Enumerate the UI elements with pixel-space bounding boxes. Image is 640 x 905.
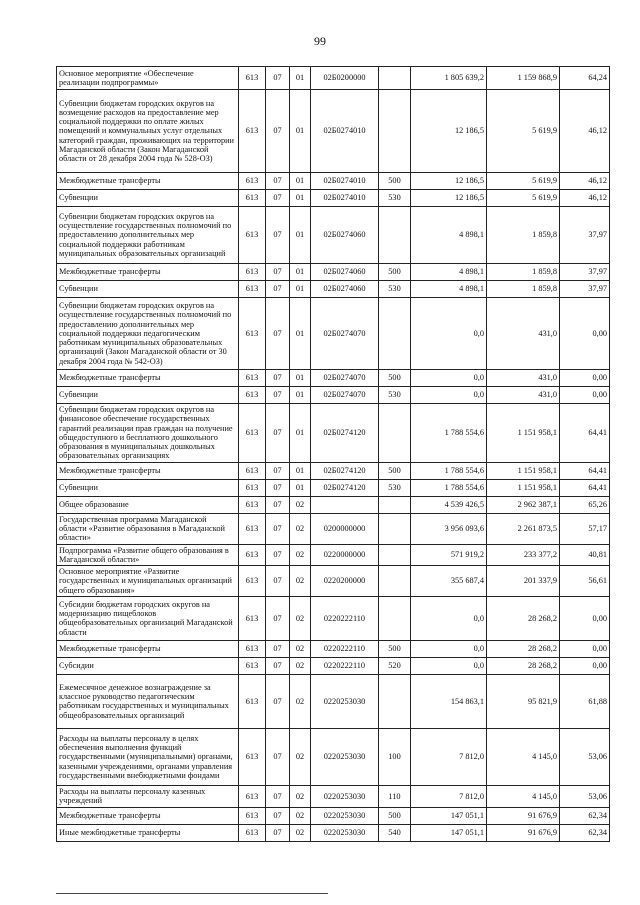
cell-pr: 01 bbox=[290, 190, 311, 207]
cell-fact: 28 268,2 bbox=[487, 596, 560, 640]
cell-pct: 46,12 bbox=[560, 190, 610, 207]
cell-fact: 1 859,8 bbox=[487, 281, 560, 298]
cell-fact: 1 859,8 bbox=[487, 264, 560, 281]
cell-fact: 1 159 868,9 bbox=[487, 67, 560, 90]
cell-pct: 64,41 bbox=[560, 479, 610, 496]
table-row bbox=[57, 824, 610, 841]
cell-fact: 28 268,2 bbox=[487, 640, 560, 657]
cell-fact: 431,0 bbox=[487, 298, 560, 370]
cell-rz: 07 bbox=[266, 513, 290, 544]
cell-name: Субвенции бюджетам городских округов на осуществление государственных полномочий по предоставлению дополнительных мер социальной поддержки работникам муниципальных образовательных организаций bbox=[57, 207, 239, 264]
cell-vr bbox=[379, 566, 411, 597]
cell-name: Расходы на выплаты персоналу казенных учреждений bbox=[57, 785, 239, 807]
cell-rz: 07 bbox=[266, 807, 290, 824]
table-row bbox=[57, 281, 610, 298]
cell-vr: 500 bbox=[379, 370, 411, 387]
cell-fact: 2 962 387,1 bbox=[487, 496, 560, 513]
cell-plan: 1 788 554,6 bbox=[411, 479, 487, 496]
cell-pct: 57,17 bbox=[560, 513, 610, 544]
cell-fact: 1 151 958,1 bbox=[487, 404, 560, 463]
cell-name: Субвенции bbox=[57, 387, 239, 404]
cell-vr: 540 bbox=[379, 824, 411, 841]
cell-vr bbox=[379, 298, 411, 370]
table-row bbox=[57, 640, 610, 657]
cell-ved: 613 bbox=[239, 298, 266, 370]
cell-rz: 07 bbox=[266, 728, 290, 785]
cell-pct: 46,12 bbox=[560, 90, 610, 173]
cell-csr: 02Б0274070 bbox=[311, 387, 379, 404]
page-number: 99 bbox=[314, 34, 326, 48]
cell-pct: 62,34 bbox=[560, 824, 610, 841]
cell-fact: 5 619,9 bbox=[487, 173, 560, 190]
cell-pr: 01 bbox=[290, 370, 311, 387]
cell-csr: 0200000000 bbox=[311, 513, 379, 544]
cell-pr: 01 bbox=[290, 264, 311, 281]
table-row bbox=[57, 674, 610, 728]
cell-name: Общее образование bbox=[57, 496, 239, 513]
cell-csr: 02Б0274060 bbox=[311, 207, 379, 264]
cell-ved: 613 bbox=[239, 785, 266, 807]
cell-csr: 0220222110 bbox=[311, 640, 379, 657]
cell-csr: 02Б0274060 bbox=[311, 264, 379, 281]
table-row bbox=[57, 462, 610, 479]
cell-ved: 613 bbox=[239, 190, 266, 207]
cell-csr: 02Б0274120 bbox=[311, 462, 379, 479]
cell-ved: 613 bbox=[239, 173, 266, 190]
cell-name: Субвенции бюджетам городских округов на финансовое обеспечение государственных гарантий реализации прав граждан на получение общедоступного и бесплатного дошкольного образования в муниципальных дошкольных образовательных организациях bbox=[57, 404, 239, 463]
cell-fact: 4 145,0 bbox=[487, 728, 560, 785]
cell-vr bbox=[379, 207, 411, 264]
cell-csr: 02Б0274010 bbox=[311, 90, 379, 173]
cell-pr: 02 bbox=[290, 640, 311, 657]
table-row bbox=[57, 544, 610, 566]
cell-rz: 07 bbox=[266, 479, 290, 496]
cell-csr: 0220253030 bbox=[311, 728, 379, 785]
cell-vr bbox=[379, 513, 411, 544]
cell-pr: 01 bbox=[290, 173, 311, 190]
cell-fact: 91 676,9 bbox=[487, 807, 560, 824]
cell-fact: 1 151 958,1 bbox=[487, 479, 560, 496]
cell-pr: 01 bbox=[290, 67, 311, 90]
cell-pr: 02 bbox=[290, 513, 311, 544]
cell-plan: 4 539 426,5 bbox=[411, 496, 487, 513]
cell-ved: 613 bbox=[239, 264, 266, 281]
cell-ved: 613 bbox=[239, 387, 266, 404]
table-row bbox=[57, 90, 610, 173]
cell-fact: 431,0 bbox=[487, 387, 560, 404]
cell-pr: 02 bbox=[290, 596, 311, 640]
cell-ved: 613 bbox=[239, 90, 266, 173]
cell-plan: 1 788 554,6 bbox=[411, 404, 487, 463]
cell-rz: 07 bbox=[266, 370, 290, 387]
cell-pct: 62,34 bbox=[560, 807, 610, 824]
cell-vr: 500 bbox=[379, 462, 411, 479]
cell-pct: 53,06 bbox=[560, 728, 610, 785]
table-row bbox=[57, 298, 610, 370]
cell-csr: 0220222110 bbox=[311, 596, 379, 640]
cell-plan: 3 956 093,6 bbox=[411, 513, 487, 544]
cell-rz: 07 bbox=[266, 281, 290, 298]
cell-fact: 5 619,9 bbox=[487, 90, 560, 173]
cell-vr bbox=[379, 544, 411, 566]
cell-name: Межбюджетные трансферты bbox=[57, 264, 239, 281]
cell-csr: 02Б0274120 bbox=[311, 404, 379, 463]
cell-plan: 12 186,5 bbox=[411, 90, 487, 173]
cell-ved: 613 bbox=[239, 496, 266, 513]
table-row bbox=[57, 190, 610, 207]
cell-pr: 01 bbox=[290, 404, 311, 463]
footer-rule bbox=[56, 893, 328, 894]
cell-rz: 07 bbox=[266, 190, 290, 207]
cell-fact: 28 268,2 bbox=[487, 657, 560, 674]
cell-pr: 02 bbox=[290, 807, 311, 824]
cell-name: Иные межбюджетные трансферты bbox=[57, 824, 239, 841]
cell-csr: 0220253030 bbox=[311, 807, 379, 824]
cell-vr: 500 bbox=[379, 173, 411, 190]
cell-ved: 613 bbox=[239, 640, 266, 657]
cell-plan: 4 898,1 bbox=[411, 281, 487, 298]
table-row bbox=[57, 596, 610, 640]
cell-rz: 07 bbox=[266, 657, 290, 674]
cell-csr: 02Б0274070 bbox=[311, 370, 379, 387]
cell-csr: 02Б0274010 bbox=[311, 190, 379, 207]
cell-rz: 07 bbox=[266, 596, 290, 640]
cell-rz: 07 bbox=[266, 90, 290, 173]
table-row bbox=[57, 404, 610, 463]
cell-plan: 571 919,2 bbox=[411, 544, 487, 566]
cell-csr: 0220253030 bbox=[311, 785, 379, 807]
cell-name: Субвенции бюджетам городских округов на осуществление государственных полномочий по предоставлению дополнительных мер социальной поддержки педагогическим работникам муниципальных образовательных организаций (Закон Магаданской области от 30 декабря 2004 года № 542-ОЗ) bbox=[57, 298, 239, 370]
cell-rz: 07 bbox=[266, 67, 290, 90]
cell-vr: 530 bbox=[379, 387, 411, 404]
table-row bbox=[57, 785, 610, 807]
cell-vr: 500 bbox=[379, 264, 411, 281]
cell-ved: 613 bbox=[239, 207, 266, 264]
cell-rz: 07 bbox=[266, 298, 290, 370]
cell-csr: 02Б0274120 bbox=[311, 479, 379, 496]
cell-pct: 0,00 bbox=[560, 370, 610, 387]
cell-name: Межбюджетные трансферты bbox=[57, 807, 239, 824]
cell-rz: 07 bbox=[266, 496, 290, 513]
cell-vr bbox=[379, 596, 411, 640]
cell-pct: 0,00 bbox=[560, 387, 610, 404]
cell-csr bbox=[311, 496, 379, 513]
cell-plan: 0,0 bbox=[411, 640, 487, 657]
table-row bbox=[57, 387, 610, 404]
table-row bbox=[57, 657, 610, 674]
cell-name: Субвенции bbox=[57, 479, 239, 496]
cell-rz: 07 bbox=[266, 207, 290, 264]
cell-plan: 7 812,0 bbox=[411, 785, 487, 807]
cell-name: Межбюджетные трансферты bbox=[57, 370, 239, 387]
cell-plan: 154 863,1 bbox=[411, 674, 487, 728]
cell-vr: 530 bbox=[379, 190, 411, 207]
table-row bbox=[57, 566, 610, 597]
cell-vr bbox=[379, 404, 411, 463]
cell-plan: 12 186,5 bbox=[411, 173, 487, 190]
cell-pr: 02 bbox=[290, 496, 311, 513]
cell-vr bbox=[379, 674, 411, 728]
cell-pct: 0,00 bbox=[560, 640, 610, 657]
cell-pr: 02 bbox=[290, 785, 311, 807]
cell-plan: 0,0 bbox=[411, 596, 487, 640]
cell-ved: 613 bbox=[239, 513, 266, 544]
cell-fact: 201 337,9 bbox=[487, 566, 560, 597]
cell-plan: 147 051,1 bbox=[411, 807, 487, 824]
cell-fact: 233 377,2 bbox=[487, 544, 560, 566]
cell-plan: 12 186,5 bbox=[411, 190, 487, 207]
cell-pr: 02 bbox=[290, 674, 311, 728]
cell-csr: 02Б0200000 bbox=[311, 67, 379, 90]
cell-pct: 37,97 bbox=[560, 207, 610, 264]
cell-ved: 613 bbox=[239, 281, 266, 298]
cell-pr: 02 bbox=[290, 728, 311, 785]
cell-pr: 02 bbox=[290, 824, 311, 841]
cell-pr: 01 bbox=[290, 298, 311, 370]
cell-vr: 500 bbox=[379, 807, 411, 824]
cell-csr: 0220253030 bbox=[311, 824, 379, 841]
cell-rz: 07 bbox=[266, 566, 290, 597]
cell-pct: 61,88 bbox=[560, 674, 610, 728]
cell-name: Межбюджетные трансферты bbox=[57, 640, 239, 657]
cell-fact: 95 821,9 bbox=[487, 674, 560, 728]
cell-csr: 02Б0274010 bbox=[311, 173, 379, 190]
cell-pct: 46,12 bbox=[560, 173, 610, 190]
table-row bbox=[57, 207, 610, 264]
cell-pr: 01 bbox=[290, 462, 311, 479]
cell-rz: 07 bbox=[266, 544, 290, 566]
cell-plan: 1 805 639,2 bbox=[411, 67, 487, 90]
cell-rz: 07 bbox=[266, 404, 290, 463]
table-row bbox=[57, 370, 610, 387]
cell-name: Межбюджетные трансферты bbox=[57, 462, 239, 479]
table-row bbox=[57, 67, 610, 90]
cell-pct: 37,97 bbox=[560, 264, 610, 281]
cell-name: Субсидии бюджетам городских округов на модернизацию пищеблоков общеобразовательных организаций Магаданской области bbox=[57, 596, 239, 640]
cell-fact: 4 145,0 bbox=[487, 785, 560, 807]
budget-table bbox=[56, 66, 610, 842]
cell-plan: 147 051,1 bbox=[411, 824, 487, 841]
cell-plan: 1 788 554,6 bbox=[411, 462, 487, 479]
cell-fact: 5 619,9 bbox=[487, 190, 560, 207]
cell-name: Подпрограмма «Развитие общего образования в Магаданской области» bbox=[57, 544, 239, 566]
cell-ved: 613 bbox=[239, 596, 266, 640]
cell-pr: 01 bbox=[290, 207, 311, 264]
table-row bbox=[57, 513, 610, 544]
cell-fact: 431,0 bbox=[487, 370, 560, 387]
cell-rz: 07 bbox=[266, 173, 290, 190]
cell-ved: 613 bbox=[239, 566, 266, 597]
cell-vr: 110 bbox=[379, 785, 411, 807]
table-row bbox=[57, 173, 610, 190]
cell-pct: 56,61 bbox=[560, 566, 610, 597]
cell-name: Субвенции bbox=[57, 281, 239, 298]
cell-pct: 64,41 bbox=[560, 462, 610, 479]
cell-fact: 2 261 873,5 bbox=[487, 513, 560, 544]
cell-csr: 02Б0274070 bbox=[311, 298, 379, 370]
cell-pr: 01 bbox=[290, 281, 311, 298]
cell-ved: 613 bbox=[239, 824, 266, 841]
cell-pr: 02 bbox=[290, 566, 311, 597]
cell-pr: 02 bbox=[290, 657, 311, 674]
cell-ved: 613 bbox=[239, 67, 266, 90]
cell-name: Государственная программа Магаданской области «Развитие образования в Магаданской области» bbox=[57, 513, 239, 544]
cell-pr: 01 bbox=[290, 387, 311, 404]
cell-name: Межбюджетные трансферты bbox=[57, 173, 239, 190]
cell-rz: 07 bbox=[266, 674, 290, 728]
cell-rz: 07 bbox=[266, 824, 290, 841]
cell-ved: 613 bbox=[239, 807, 266, 824]
cell-name: Субвенции бюджетам городских округов на возмещение расходов на предоставление мер социальной поддержки по оплате жилых помещений и коммунальных услуг отдельных категорий граждан, проживающих на территории Магаданской области (Закон Магаданской области от 28 декабря 2004 года № 528-ОЗ) bbox=[57, 90, 239, 173]
cell-plan: 0,0 bbox=[411, 657, 487, 674]
cell-ved: 613 bbox=[239, 404, 266, 463]
cell-name: Субвенции bbox=[57, 190, 239, 207]
cell-ved: 613 bbox=[239, 479, 266, 496]
cell-name: Субсидии bbox=[57, 657, 239, 674]
cell-vr: 100 bbox=[379, 728, 411, 785]
cell-rz: 07 bbox=[266, 264, 290, 281]
cell-pct: 53,06 bbox=[560, 785, 610, 807]
cell-rz: 07 bbox=[266, 640, 290, 657]
cell-vr: 520 bbox=[379, 657, 411, 674]
cell-pct: 0,00 bbox=[560, 298, 610, 370]
cell-plan: 4 898,1 bbox=[411, 207, 487, 264]
cell-plan: 0,0 bbox=[411, 298, 487, 370]
cell-vr: 530 bbox=[379, 479, 411, 496]
cell-pct: 0,00 bbox=[560, 596, 610, 640]
cell-csr: 0220253030 bbox=[311, 674, 379, 728]
table-row bbox=[57, 807, 610, 824]
cell-ved: 613 bbox=[239, 370, 266, 387]
cell-pct: 64,41 bbox=[560, 404, 610, 463]
cell-ved: 613 bbox=[239, 728, 266, 785]
cell-ved: 613 bbox=[239, 657, 266, 674]
cell-pct: 0,00 bbox=[560, 657, 610, 674]
cell-fact: 91 676,9 bbox=[487, 824, 560, 841]
table-row bbox=[57, 496, 610, 513]
cell-csr: 0220000000 bbox=[311, 544, 379, 566]
cell-vr: 500 bbox=[379, 640, 411, 657]
cell-vr bbox=[379, 496, 411, 513]
cell-pct: 65,26 bbox=[560, 496, 610, 513]
cell-vr bbox=[379, 90, 411, 173]
table-row bbox=[57, 728, 610, 785]
cell-ved: 613 bbox=[239, 674, 266, 728]
cell-fact: 1 151 958,1 bbox=[487, 462, 560, 479]
cell-csr: 0220200000 bbox=[311, 566, 379, 597]
cell-rz: 07 bbox=[266, 785, 290, 807]
cell-ved: 613 bbox=[239, 462, 266, 479]
cell-fact: 1 859,8 bbox=[487, 207, 560, 264]
cell-name: Основное мероприятие «Развитие государственных и муниципальных организаций общего образования» bbox=[57, 566, 239, 597]
cell-name: Расходы на выплаты персоналу в целях обеспечения выполнения функций государственными (муниципальными) органами, казенными учреждениями, органами управления государственными внебюджетными фондами bbox=[57, 728, 239, 785]
cell-ved: 613 bbox=[239, 544, 266, 566]
cell-rz: 07 bbox=[266, 387, 290, 404]
cell-pct: 40,81 bbox=[560, 544, 610, 566]
cell-vr: 530 bbox=[379, 281, 411, 298]
cell-pct: 64,24 bbox=[560, 67, 610, 90]
cell-name: Основное мероприятие «Обеспечение реализации подпрограммы» bbox=[57, 67, 239, 90]
cell-csr: 02Б0274060 bbox=[311, 281, 379, 298]
table-row bbox=[57, 264, 610, 281]
cell-pr: 02 bbox=[290, 544, 311, 566]
cell-rz: 07 bbox=[266, 462, 290, 479]
cell-vr bbox=[379, 67, 411, 90]
cell-plan: 0,0 bbox=[411, 387, 487, 404]
cell-plan: 7 812,0 bbox=[411, 728, 487, 785]
cell-pr: 01 bbox=[290, 90, 311, 173]
cell-plan: 355 687,4 bbox=[411, 566, 487, 597]
table-row bbox=[57, 479, 610, 496]
cell-name: Ежемесячное денежное вознаграждение за классное руководство педагогическим работникам государственных и муниципальных общеобразовательных организаций bbox=[57, 674, 239, 728]
cell-pr: 01 bbox=[290, 479, 311, 496]
cell-pct: 37,97 bbox=[560, 281, 610, 298]
cell-csr: 0220222110 bbox=[311, 657, 379, 674]
cell-plan: 0,0 bbox=[411, 370, 487, 387]
cell-plan: 4 898,1 bbox=[411, 264, 487, 281]
